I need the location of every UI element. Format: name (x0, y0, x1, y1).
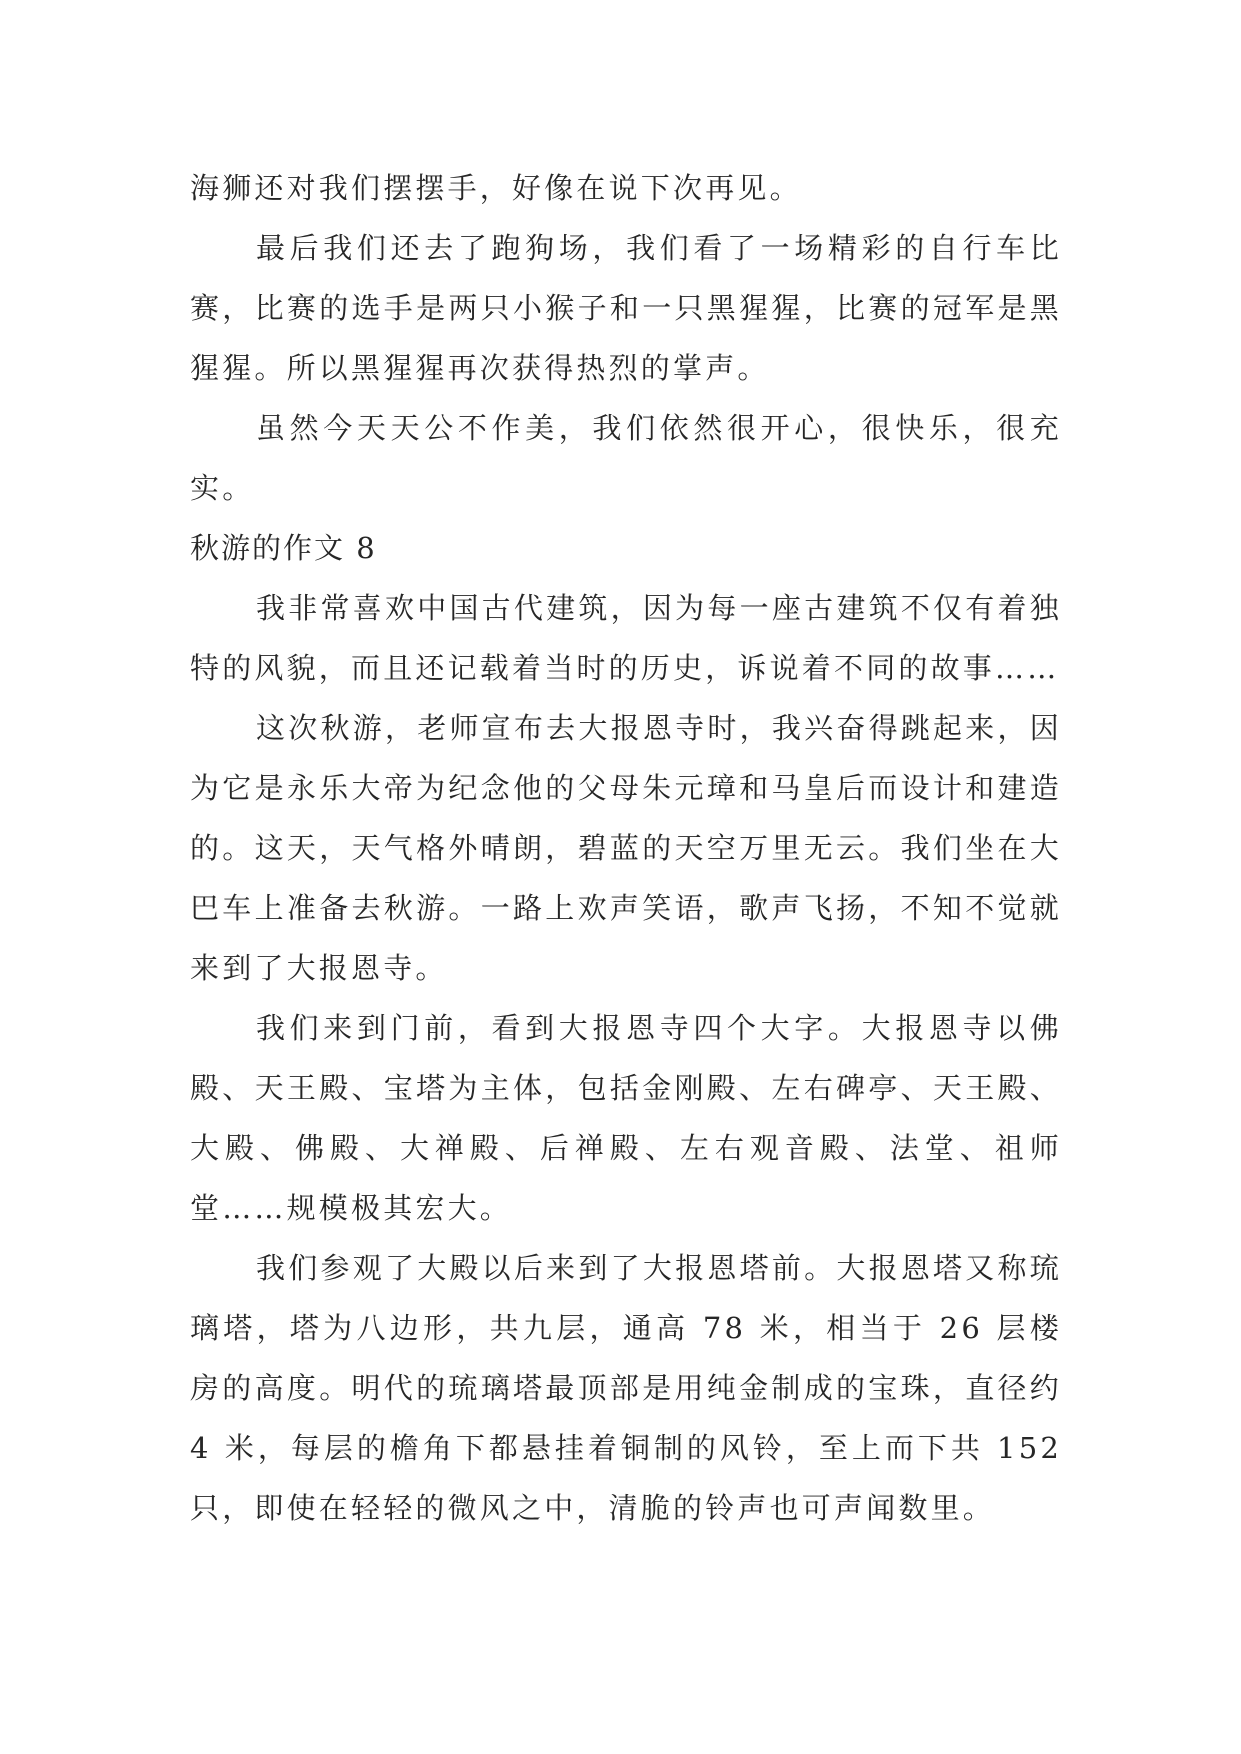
paragraph-sea-lion-farewell: 海狮还对我们摆摆手，好像在说下次再见。 (190, 171, 802, 205)
paragraph-happy-day: 虽然今天天公不作美，我们依然很开心，很快乐，很充实。 (190, 411, 1062, 505)
paragraph-ancient-architecture: 我非常喜欢中国古代建筑，因为每一座古建筑不仅有着独特的风貌，而且还记载着当时的历史，诉说着不同的故事…… (190, 591, 1062, 685)
paragraph-dog-track-race: 最后我们还去了跑狗场，我们看了一场精彩的自行车比赛，比赛的选手是两只小猴子和一只黑猩猩，比赛的冠军是黑猩猩。所以黑猩猩再次获得热烈的掌声。 (190, 231, 1062, 385)
essay-heading: 秋游的作文 8 (190, 531, 377, 565)
paragraph-trip-announcement: 这次秋游，老师宣布去大报恩寺时，我兴奋得跳起来，因为它是永乐大帝为纪念他的父母朱元璋和马皇后而设计和建造的。这天，天气格外晴朗，碧蓝的天空万里无云。我们坐在大巴车上准备去秋游。一路上欢声笑语，歌声飞扬，不知不觉就来到了大报恩寺。 (190, 711, 1062, 985)
paragraph-porcelain-tower: 我们参观了大殿以后来到了大报恩塔前。大报恩塔又称琉璃塔，塔为八边形，共九层，通高 78 米，相当于 26 层楼房的高度。明代的琉璃塔最顶部是用纯金制成的宝珠，直径约 4 米，每层的檐角下都悬挂着铜制的风铃，至上而下共 152 只，即使在轻轻的微风之中，清脆的铃声也可声闻数里。 (190, 1251, 1062, 1525)
paragraph-temple-gate: 我们来到门前，看到大报恩寺四个大字。大报恩寺以佛殿、天王殿、宝塔为主体，包括金刚殿、左右碑亭、天王殿、大殿、佛殿、大禅殿、后禅殿、左右观音殿、法堂、祖师堂……规模极其宏大。 (190, 1011, 1062, 1225)
document-body (190, 158, 1062, 1538)
